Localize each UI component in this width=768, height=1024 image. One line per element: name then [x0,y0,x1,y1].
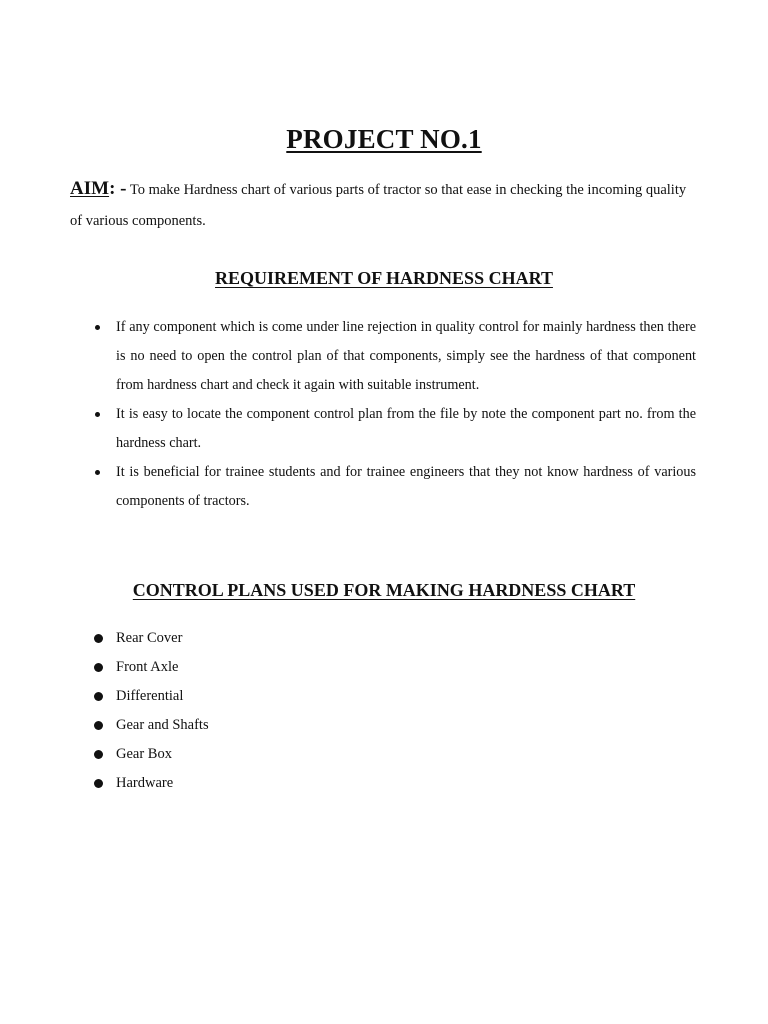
control-plan-item-text: Gear Box [116,746,172,762]
control-plan-item-text: Gear and Shafts [116,717,209,733]
requirement-item-text: It is beneficial for trainee students and for trainee engineers that they not know hardness of various components of tractors. [116,464,696,509]
bullet-icon [94,692,103,701]
aim-label: AIM [70,178,110,199]
control-plan-item [94,769,209,798]
control-plan-item-text: Hardware [116,775,174,791]
control-plan-item [94,740,209,769]
bullet-icon [94,750,103,759]
control-plans-heading: CONTROL PLANS USED FOR MAKING HARDNESS CHART [132,580,636,600]
bullet-icon [95,470,100,475]
requirement-item [88,458,696,516]
requirement-item-text: It is easy to locate the component control plan from the file by note the component part no. from the hardness chart. [116,406,696,451]
requirement-list [88,313,696,516]
control-plans-list [94,624,209,798]
bullet-icon [95,325,100,330]
bullet-icon [94,663,103,672]
bullet-icon [94,779,103,788]
control-plan-item [94,653,209,682]
aim-separator: : - [109,178,127,199]
control-plan-item-text: Front Axle [116,659,179,675]
control-plan-item [94,624,209,653]
control-plan-item-text: Differential [116,688,184,704]
page-title: PROJECT NO.1 [286,124,482,154]
requirement-item [88,400,696,458]
aim-paragraph [70,173,700,237]
requirement-item [88,313,696,400]
bullet-icon [95,412,100,417]
control-plan-item [94,682,209,711]
requirement-item-text: If any component which is come under line rejection in quality control for mainly hardness then there is no need to open the control plan of that components, simply see the hardness of that component from hardness chart and check it again with suitable instrument. [116,319,696,393]
control-plan-item [94,711,209,740]
control-plan-item-text: Rear Cover [116,630,183,646]
bullet-icon [94,721,103,730]
bullet-icon [94,634,103,643]
requirement-heading: REQUIREMENT OF HARDNESS CHART [215,268,553,288]
aim-text: To make Hardness chart of various parts of tractor so that ease in checking the incoming quality of various components. [70,182,687,229]
